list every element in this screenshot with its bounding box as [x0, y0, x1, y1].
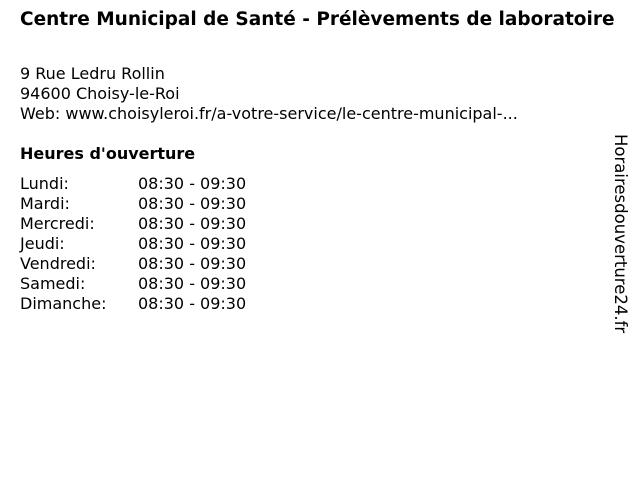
- city-address: 94600 Choisy-le-Roi: [20, 84, 180, 103]
- time-range: 08:30 - 09:30: [138, 194, 247, 213]
- time-range: 08:30 - 09:30: [138, 254, 247, 273]
- time-range: 08:30 - 09:30: [138, 234, 247, 253]
- address-block: [20, 64, 518, 124]
- day-label: Dimanche:: [20, 294, 107, 313]
- time-range: 08:30 - 09:30: [138, 214, 247, 233]
- day-label: Vendredi:: [20, 254, 96, 273]
- site-brand-watermark: Horairesdouverture24.fr: [611, 134, 630, 334]
- hours-row-tuesday: [20, 194, 280, 214]
- hours-row-monday: [20, 174, 280, 194]
- time-range: 08:30 - 09:30: [138, 274, 247, 293]
- day-label: Mardi:: [20, 194, 70, 213]
- hours-row-saturday: [20, 274, 280, 294]
- opening-hours-heading: Heures d'ouverture: [20, 144, 196, 163]
- opening-hours-table: [20, 174, 280, 314]
- day-label: Samedi:: [20, 274, 86, 293]
- hours-row-sunday: [20, 294, 280, 314]
- time-range: 08:30 - 09:30: [138, 174, 247, 193]
- street-address: 9 Rue Ledru Rollin: [20, 64, 165, 83]
- time-range: 08:30 - 09:30: [138, 294, 247, 313]
- day-label: Jeudi:: [20, 234, 65, 253]
- day-label: Mercredi:: [20, 214, 95, 233]
- website-link[interactable]: Web: www.choisyleroi.fr/a-votre-service/le-centre-municipal-...: [20, 104, 518, 123]
- hours-row-wednesday: [20, 214, 280, 234]
- day-label: Lundi:: [20, 174, 69, 193]
- page-title: Centre Municipal de Santé - Prélèvements de laboratoire: [20, 9, 615, 30]
- hours-row-thursday: [20, 234, 280, 254]
- hours-row-friday: [20, 254, 280, 274]
